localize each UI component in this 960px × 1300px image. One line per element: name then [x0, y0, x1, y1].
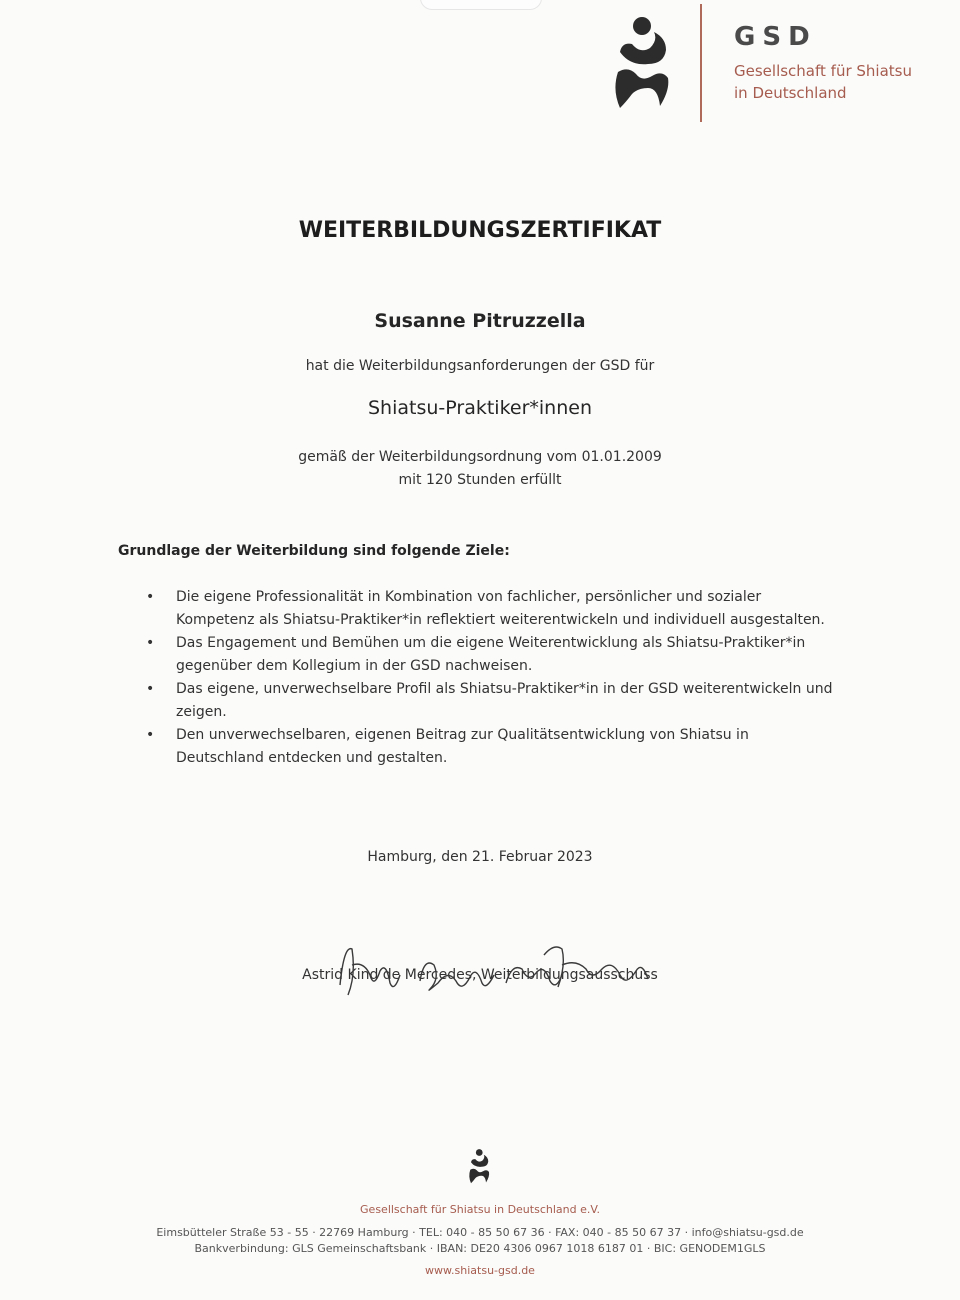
signatory-name: Astrid Kind de Mercedes, Weiterbildungsausschuss — [302, 967, 658, 983]
scan-artifact — [420, 0, 542, 10]
certificate-title: WEITERBILDUNGSZERTIFIKAT — [298, 218, 662, 243]
goal-text: Den unverwechselbaren, eigenen Beitrag zur Qualitätsentwicklung von Shiatsu in Deutschland entdecken und gestalten. — [176, 727, 749, 766]
regulation-line1: gemäß der Weiterbildungsordnung vom 01.01.2009 — [298, 449, 662, 465]
bullet-icon: • — [146, 635, 155, 651]
goal-text: Die eigene Professionalität in Kombination von fachlicher, persönlicher und sozialer Kompetenz als Shiatsu-Praktiker*in reflektiert weiterentwickeln und individuell ausgestalten. — [176, 589, 825, 628]
recipient-name: Susanne Pitruzzella — [374, 310, 586, 332]
goal-item — [140, 724, 840, 769]
regulation-text — [0, 446, 960, 492]
place-and-date: Hamburg, den 21. Februar 2023 — [367, 849, 593, 865]
goals-list — [140, 586, 840, 770]
regulation-line2: mit 120 Stunden erfüllt — [398, 472, 562, 488]
gsd-logo-icon — [612, 14, 676, 110]
logo-name-line2: in Deutschland — [734, 84, 847, 102]
qualification-title: Shiatsu-Praktiker*innen — [367, 397, 592, 419]
bullet-icon: • — [146, 589, 155, 605]
certificate-statement: hat die Weiterbildungsanforderungen der GSD für — [305, 358, 655, 374]
footer-address: Eimsbütteler Straße 53 - 55 · 22769 Hamburg · TEL: 040 - 85 50 67 36 · FAX: 040 - 85 50 67 37 · info@shiatsu-gsd.de — [156, 1226, 804, 1239]
footer-website-link[interactable]: www.shiatsu-gsd.de — [425, 1264, 535, 1277]
goal-item — [140, 678, 840, 723]
goal-item — [140, 632, 840, 677]
logo-name-line1: Gesellschaft für Shiatsu — [734, 62, 912, 80]
goals-heading: Grundlage der Weiterbildung sind folgende Ziele: — [118, 543, 510, 559]
logo-divider — [700, 4, 702, 122]
footer-organization: Gesellschaft für Shiatsu in Deutschland e.V. — [360, 1203, 600, 1216]
goal-text: Das Engagement und Bemühen um die eigene Weiterentwicklung als Shiatsu-Praktiker*in gegenüber dem Kollegium in der GSD nachweisen. — [176, 635, 806, 674]
footer-bank-details: Bankverbindung: GLS Gemeinschaftsbank · IBAN: DE20 4306 0967 1018 6187 01 · BIC: GENODEM1GLS — [194, 1242, 766, 1255]
logo-organization-name — [734, 60, 944, 104]
goal-text: Das eigene, unverwechselbare Profil als Shiatsu-Praktiker*in in der GSD weiterentwickeln und zeigen. — [176, 681, 833, 720]
bullet-icon: • — [146, 727, 155, 743]
goal-item — [140, 586, 840, 631]
handwritten-signature — [330, 935, 660, 1005]
gsd-footer-logo-icon — [468, 1148, 492, 1184]
logo-abbreviation: GSD — [734, 22, 817, 52]
bullet-icon: • — [146, 681, 155, 697]
